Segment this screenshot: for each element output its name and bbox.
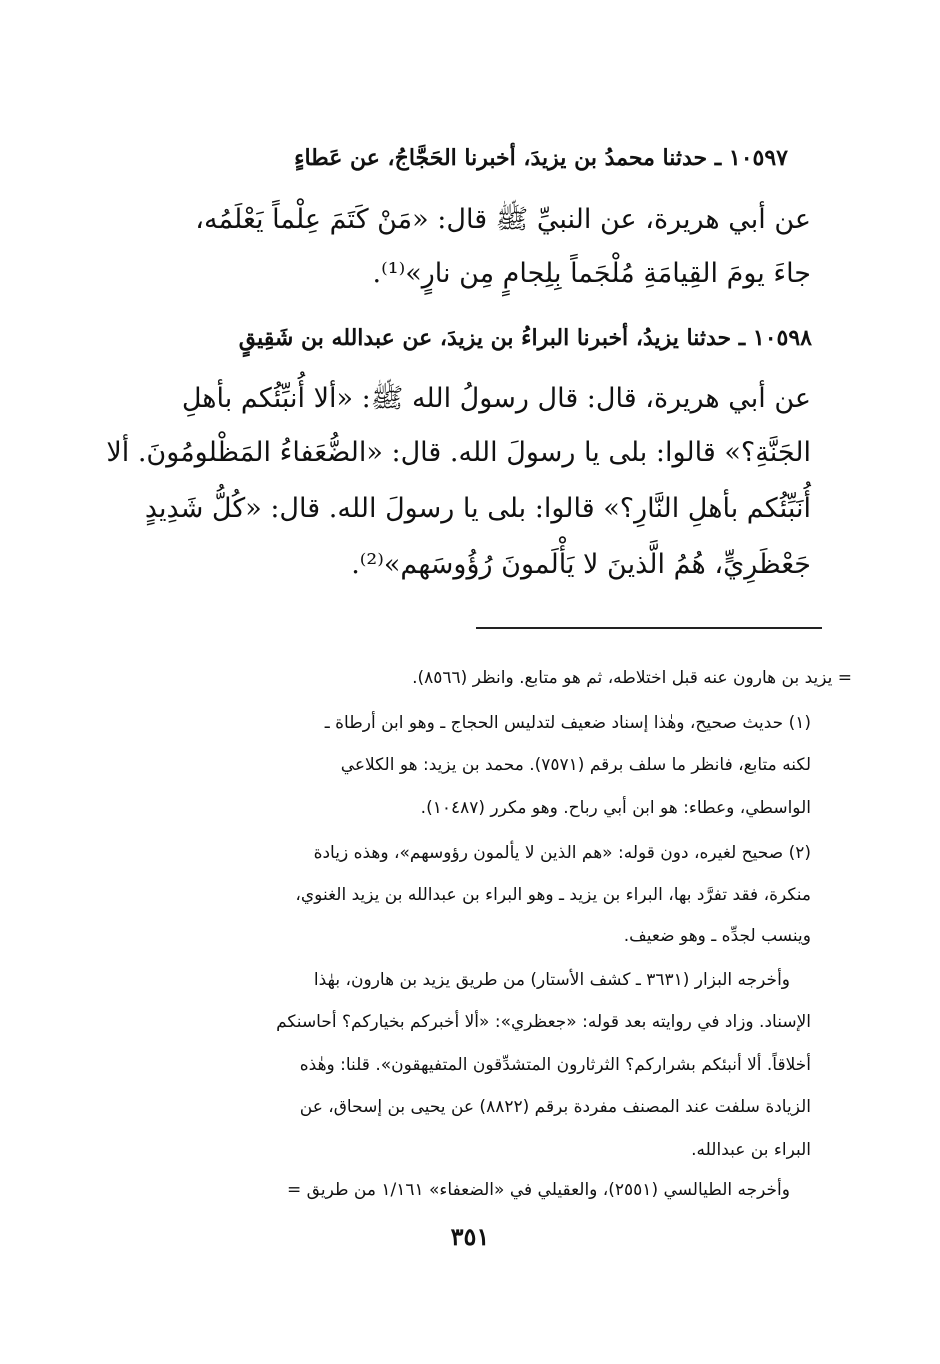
footnote-line-12: البراء بن عبدالله. (691, 1140, 811, 1160)
hadith-10598-line-2: عن أبي هريرة، قال: قال رسولُ الله ﷺ: «ألا أُنبِّئُكم بأهلِ (181, 383, 811, 414)
hadith-10597-line-2: عن أبي هريرة، عن النبيِّ ﷺ قال: «مَنْ كَتَمَ عِلْماً يَعْلَمُه، (195, 204, 811, 235)
footnote-line-2: (١) حديث صحيح، وهٰذا إسناد ضعيف لتدليس الحجاج ـ وهو ابن أرطاة ـ (324, 713, 811, 733)
page-number: ٣٥١ (450, 1222, 490, 1251)
footnote-line-9: الإسناد. وزاد في روايته بعد قوله: «جعظري»: «ألا أخبركم بخياركم؟ أحاسنكم (276, 1012, 811, 1032)
footnote-line-5: (٢) صحيح لغيره، دون قوله: «هم الذين لا يألمون رؤوسهم»، وهذه زيادة (313, 843, 811, 863)
hadith-10597-line-3: جاءَ يومَ القِيامَةِ مُلْجَماً بِلِجامٍ مِن نارٍ»⁽¹⁾. (372, 258, 811, 289)
footnote-line-13: وأخرجه الطيالسي (٢٥٥١)، والعقيلي في «الضعفاء» ١/١٦١ من طريق = (287, 1180, 790, 1200)
hadith-10598-line-3: الجَنَّةِ؟» قالوا: بلى يا رسولَ الله. قال: «الضُّعَفاءُ المَظْلومُونَ. ألا (106, 437, 811, 468)
footnote-line-11: الزيادة سلفت عند المصنف مفردة برقم (٨٨٢٢) عن يحيى بن إسحاق، عن (299, 1097, 811, 1117)
footnote-line-10: أخلاقاً. ألا أنبئكم بشراركم؟ الثرثارون المتشدِّقون المتفيهقون». قلنا: وهٰذه (299, 1055, 811, 1075)
footnote-line-7: وينسب لجدِّه ـ وهو ضعيف. (623, 926, 811, 946)
footnote-divider (476, 627, 822, 629)
footnote-line-3: لكنه متابع، فانظر ما سلف برقم (٧٥٧١). محمد بن يزيد: هو الكلاعي (340, 755, 811, 775)
footnote-line-6: منكرة، فقد تفرَّد بها، البراء بن يزيد ـ وهو البراء بن عبدالله بن يزيد الغنوي، (295, 885, 811, 905)
footnote-line-4: الواسطي، وعطاء: هو ابن أبي رباح. وهو مكرر (١٠٤٨٧). (420, 798, 811, 818)
footnote-line-8: وأخرجه البزار (٣٦٣١ ـ كشف الأستار) من طريق يزيد بن هارون، بهٰذا (313, 970, 790, 990)
footnote-line-1: = يزيد بن هارون عنه قبل اختلاطه، ثم هو متابع. وانظر (٨٥٦٦). (412, 668, 852, 688)
hadith-10597-line-1: ١٠٥٩٧ ـ حدثنا محمدُ بن يزيدَ، أخبرنا الحَجَّاجُ، عن عَطاءٍ (294, 145, 788, 171)
hadith-10598-line-5: جَعْظَرِيٍّ، هُمُ الَّذينَ لا يَأْلَمونَ رُؤُوسَهم»⁽²⁾. (351, 549, 811, 580)
hadith-10598-line-1: ١٠٥٩٨ ـ حدثنا يزيدُ، أخبرنا البراءُ بن يزيدَ، عن عبدالله بن شَقِيقٍ (238, 325, 812, 351)
hadith-10598-line-4: أُنَبِّئُكم بأهلِ النَّارِ؟» قالوا: بلى يا رسولَ الله. قال: «كُلُّ شَدِيدٍ (144, 493, 811, 524)
